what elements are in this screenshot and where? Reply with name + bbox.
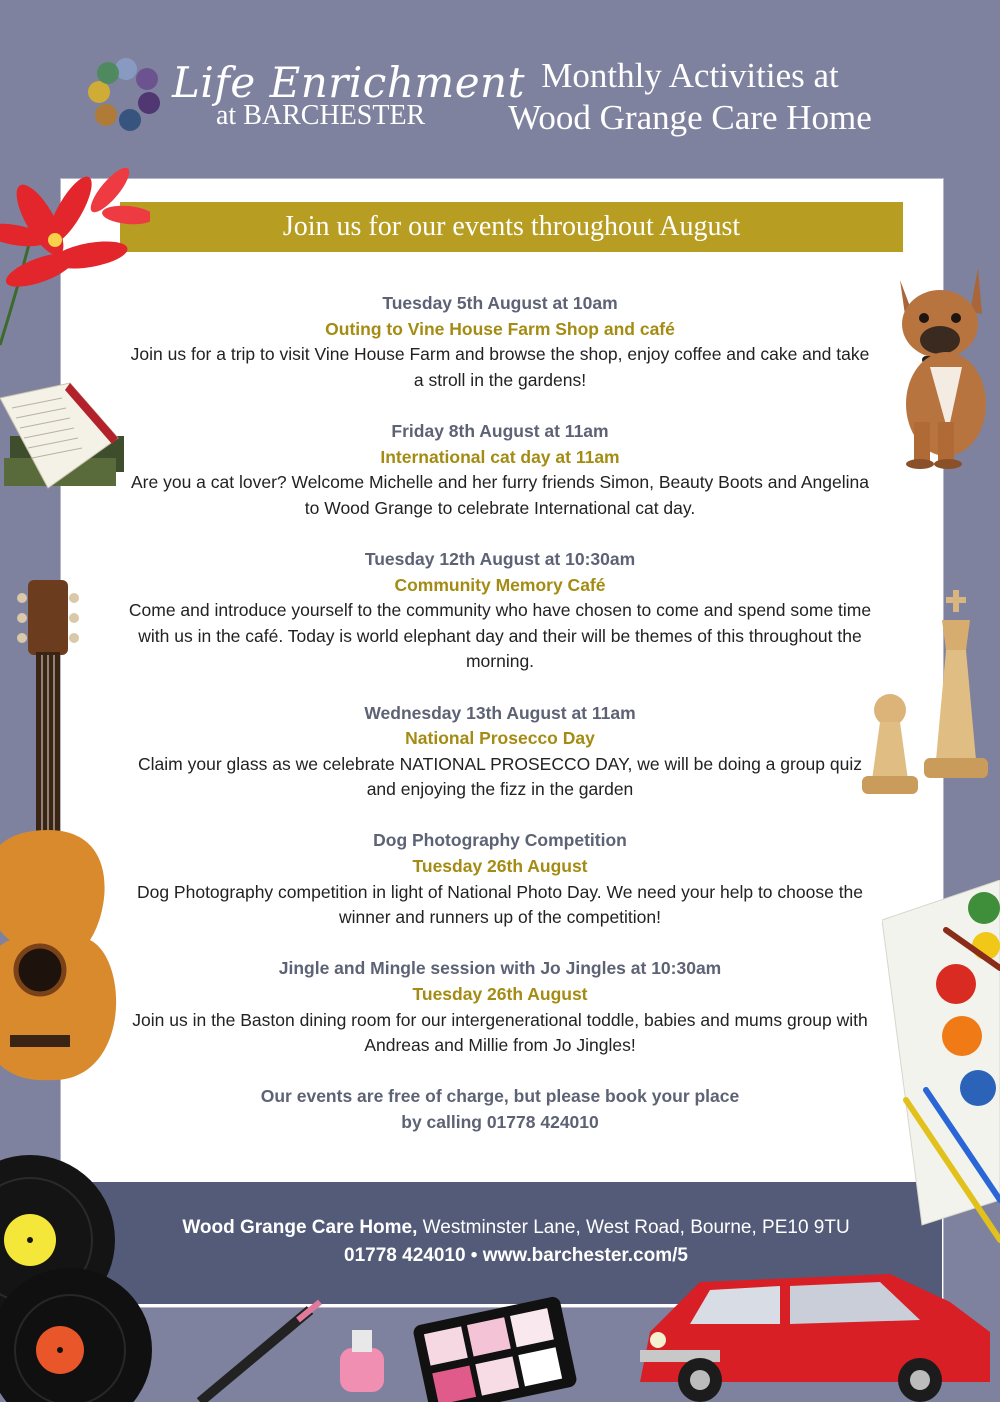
event-subheading: Outing to Vine House Farm Shop and café <box>325 318 675 339</box>
event-subheading: National Prosecco Day <box>405 728 595 749</box>
dog-icon <box>878 262 1000 470</box>
event-item <box>125 956 875 1058</box>
event-heading: Tuesday 12th August at 10:30am <box>364 548 636 569</box>
footer-address-text: Westminster Lane, West Road, Bourne, PE10 9TU <box>417 1217 850 1238</box>
event-description: Claim your glass as we celebrate NATIONAL PROSECCO DAY, we will be doing a group quiz and enjoying the fizz in the garden <box>138 753 862 800</box>
event-heading: Tuesday 5th August at 10am <box>382 293 618 313</box>
red-car-icon <box>630 1262 1000 1402</box>
page-title-line1: Monthly Activities at <box>541 56 839 95</box>
event-item <box>125 291 875 393</box>
event-item <box>125 547 875 675</box>
event-description: Dog Photography competition in light of National Photo Day. We need your help to choose the winner and runners up of the competition! <box>136 881 864 928</box>
event-heading: Wednesday 13th August at 11am <box>364 702 636 723</box>
event-description: Join us in the Baston dining room for our intergenerational toddle, babies and mums group with Andreas and Millie from Jo Jingles! <box>132 1009 868 1056</box>
logo-subtitle: at BARCHESTER <box>216 100 426 131</box>
makeup-icon <box>190 1290 630 1402</box>
booking-note-line1: Our events are free of charge, but please book your place <box>260 1086 740 1107</box>
event-subheading: Tuesday 26th August <box>412 856 588 877</box>
event-item <box>125 828 875 930</box>
footer-address <box>90 1214 942 1242</box>
book-icon <box>0 378 128 513</box>
page-title-line2: Wood Grange Care Home <box>508 98 872 137</box>
event-subheading: International cat day at 11am <box>380 446 620 467</box>
events-banner: Join us for our events throughout August <box>120 202 903 252</box>
event-heading: Jingle and Mingle session with Jo Jingles at 10:30am <box>278 958 722 979</box>
guitar-icon <box>0 580 122 1085</box>
booking-note-line2: by calling 01778 424010 <box>401 1112 599 1132</box>
chess-pieces-icon <box>858 590 1000 805</box>
footer-contact: 01778 424010 • www.barchester.com/5 <box>344 1245 688 1266</box>
page-title <box>470 55 910 139</box>
event-heading: Dog Photography Competition <box>373 830 627 851</box>
events-list <box>125 291 875 1136</box>
event-subheading: Tuesday 26th August <box>412 984 588 1005</box>
event-item <box>125 419 875 521</box>
barchester-logo-icon <box>86 55 166 135</box>
event-item <box>125 701 875 803</box>
event-heading: Friday 8th August at 11am <box>391 420 609 441</box>
booking-note <box>125 1084 875 1135</box>
event-description: Are you a cat lover? Welcome Michelle and her furry friends Simon, Beauty Boots and Angelina to Wood Grange to celebrate International cat day. <box>131 472 869 518</box>
event-description: Come and introduce yourself to the community who have chosen to come and spend some time with us in the café. Today is world elephant day and their will be themes of this throughout the morning. <box>128 600 872 672</box>
red-flower-icon <box>0 160 150 350</box>
logo-title: Life Enrichment <box>172 58 525 107</box>
vinyl-records-icon <box>0 1150 155 1402</box>
event-subheading: Community Memory Café <box>394 574 606 595</box>
footer-home-name: Wood Grange Care Home, <box>182 1217 418 1238</box>
paint-palette-icon <box>882 880 1000 1250</box>
event-description: Join us for a trip to visit Vine House Farm and browse the shop, enjoy coffee and cake and take a stroll in the gardens! <box>130 344 870 390</box>
